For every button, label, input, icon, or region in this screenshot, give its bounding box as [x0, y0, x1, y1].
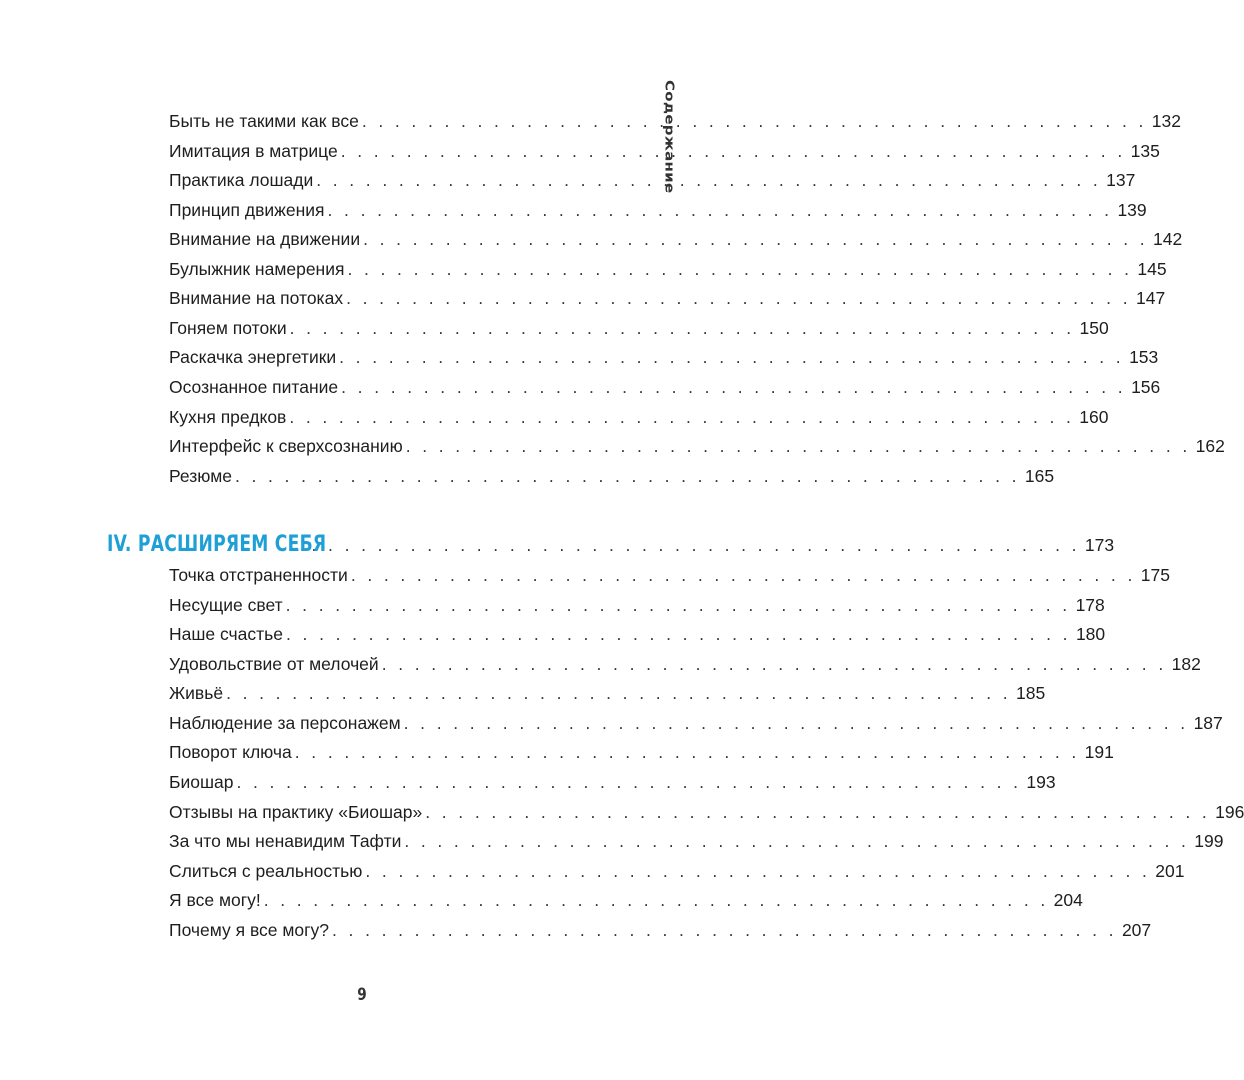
toc-entry-title: Почему я все могу?	[169, 920, 330, 940]
toc-entry-title: Раскачка энергетики	[169, 347, 337, 367]
section-page: 173	[1084, 535, 1115, 555]
toc-entry[interactable]	[169, 590, 1105, 620]
toc-entry-page: 150	[1079, 318, 1109, 338]
toc-entry-page: 137	[1106, 170, 1136, 190]
toc-entry-page: 165	[1024, 466, 1055, 486]
toc-entry[interactable]	[169, 826, 1224, 856]
dot-leader: . . . . . . . . . . . . . . . . . . . . . . . . . . . . . . . . . . . . . . . . . . . . . . . .	[381, 654, 1167, 674]
toc-entry-page: 139	[1117, 200, 1147, 220]
toc-entry[interactable]	[169, 767, 1056, 797]
toc-entry-title: Кухня предков	[169, 407, 287, 427]
toc-entry-page: 175	[1140, 565, 1170, 585]
toc-entry-page: 178	[1075, 595, 1105, 615]
toc-entry[interactable]	[169, 106, 1181, 136]
dot-leader: . . . . . . . . . . . . . . . . . . . . . . . . . . . . . . . . . . . . . . . . . . . . . . . .	[350, 565, 1136, 585]
toc-entry-title: Биошар	[169, 772, 234, 792]
dot-leader: . . . . . . . . . . . . . . . . . . . . . . . . . . . . . . . . . . . . . . . . . . . . . . . .	[226, 683, 1011, 703]
toc-entry-title: Осознанное питание	[169, 377, 339, 397]
dot-leader: . . . . . . . . . . . . . . . . . . . . . . . . . . . . . . . . . . . . . . . . . . . . . . . .	[365, 861, 1151, 881]
toc-entry-page: 201	[1155, 861, 1185, 881]
dot-leader: . . . . . . . . . . . . . . . . . . . . . . . . . . . . . . . . . . . . . . . . . . . . . . . .	[285, 595, 1071, 615]
toc-entry[interactable]	[169, 402, 1109, 432]
toc-entry[interactable]	[169, 136, 1160, 166]
toc-entry-title: Принцип движения	[169, 200, 325, 220]
dot-leader: . . . . . . . . . . . . . . . . . . . . . . . . . . . . . . . . . . . . . . . . . . . . . . . .	[346, 288, 1131, 308]
toc-entry[interactable]	[169, 372, 1161, 402]
dot-leader: . . . . . . . . . . . . . . . . . . . . . . . . . . . . . . . . . . . . . . . . . . . . . . . .	[295, 535, 1080, 555]
dot-leader: . . . . . . . . . . . . . . . . . . . . . . . . . . . . . . . . . . . . . . . . . . . . . . . .	[316, 170, 1102, 190]
dot-leader: . . . . . . . . . . . . . . . . . . . . . . . . . . . . . . . . . . . . . . . . . . . . . . . .	[404, 831, 1190, 851]
dot-leader: . . . . . . . . . . . . . . . . . . . . . . . . . . . . . . . . . . . . . . . . . . . . . . . .	[234, 466, 1020, 486]
toc-entry[interactable]	[169, 619, 1106, 649]
toc-entry-title: Несущие свет	[169, 595, 283, 615]
toc-entry-title: Имитация в матрице	[169, 141, 338, 161]
dot-leader: . . . . . . . . . . . . . . . . . . . . . . . . . . . . . . . . . . . . . . . . . . . . . . . .	[403, 713, 1189, 733]
toc-entry-title: Слиться с реальностью	[169, 861, 363, 881]
toc-entry[interactable]	[169, 254, 1167, 284]
toc-entry-page: 187	[1193, 713, 1223, 733]
section-title: IV. РАСШИРЯЕМ СЕБЯ	[107, 532, 327, 557]
toc-section-heading[interactable]	[107, 530, 1115, 560]
toc-entry[interactable]	[169, 678, 1046, 708]
toc-entry[interactable]	[169, 165, 1136, 195]
dot-leader: . . . . . . . . . . . . . . . . . . . . . . . . . . . . . . . . . . . . . . . . . . . . . . . .	[341, 377, 1127, 397]
toc-entry[interactable]	[169, 461, 1055, 491]
toc-entry-page: 182	[1171, 654, 1201, 674]
toc-entry-page: 199	[1194, 831, 1224, 851]
dot-leader: . . . . . . . . . . . . . . . . . . . . . . . . . . . . . . . . . . . . . . . . . . . . . . . .	[236, 772, 1022, 792]
toc-entry[interactable]	[169, 313, 1109, 343]
toc-entry[interactable]	[169, 885, 1083, 915]
dot-leader: . . . . . . . . . . . . . . . . . . . . . . . . . . . . . . . . . . . . . . . . . . . . . . . .	[327, 200, 1113, 220]
toc-entry-page: 156	[1131, 377, 1161, 397]
toc-entry[interactable]	[169, 915, 1152, 945]
toc-entry-page: 180	[1075, 624, 1106, 644]
dot-leader: . . . . . . . . . . . . . . . . . . . . . . . . . . . . . . . . . . . . . . . . . . . . . . . .	[332, 920, 1117, 940]
dot-leader: . . . . . . . . . . . . . . . . . . . . . . . . . . . . . . . . . . . . . . . . . . . . . . . .	[339, 347, 1125, 367]
toc-entry-title: Булыжник намерения	[169, 259, 345, 279]
toc-entry-page: 193	[1026, 772, 1056, 792]
toc-entry-page: 162	[1195, 436, 1225, 456]
toc-entry-page: 196	[1215, 802, 1244, 822]
toc-entry-title: Наше счастье	[169, 624, 284, 644]
toc-entry[interactable]	[169, 283, 1166, 313]
dot-leader: . . . . . . . . . . . . . . . . . . . . . . . . . . . . . . . . . . . . . . . . . . . . . . . .	[405, 436, 1191, 456]
dot-leader: . . . . . . . . . . . . . . . . . . . . . . . . . . . . . . . . . . . . . . . . . . . . . . . .	[286, 624, 1071, 644]
toc-entry-title: Быть не такими как все	[169, 111, 359, 131]
toc-entry-title: Поворот ключа	[169, 742, 292, 762]
toc-entry-title: Живьё	[169, 683, 224, 703]
running-header: Содержание	[662, 80, 677, 194]
toc-entry-page: 132	[1151, 111, 1181, 131]
toc-entry[interactable]	[169, 708, 1223, 738]
toc-entry-page: 207	[1121, 920, 1152, 940]
dot-leader: . . . . . . . . . . . . . . . . . . . . . . . . . . . . . . . . . . . . . . . . . . . . . . . .	[361, 111, 1147, 131]
toc-entry-title: Я все могу!	[169, 890, 261, 910]
toc-entry[interactable]	[169, 560, 1170, 590]
dot-leader: . . . . . . . . . . . . . . . . . . . . . . . . . . . . . . . . . . . . . . . . . . . . . . . .	[294, 742, 1080, 762]
dot-leader: . . . . . . . . . . . . . . . . . . . . . . . . . . . . . . . . . . . . . . . . . . . . . . . .	[289, 318, 1075, 338]
toc-entry-page: 153	[1129, 347, 1159, 367]
toc-entry-page: 145	[1137, 259, 1167, 279]
dot-leader: . . . . . . . . . . . . . . . . . . . . . . . . . . . . . . . . . . . . . . . . . . . . . . . .	[289, 407, 1075, 427]
dot-leader: . . . . . . . . . . . . . . . . . . . . . . . . . . . . . . . . . . . . . . . . . . . . . . . .	[347, 259, 1133, 279]
toc-entry-title: Интерфейс к сверхсознанию	[169, 436, 403, 456]
toc-entry[interactable]	[169, 224, 1183, 254]
toc-entry-page: 185	[1016, 683, 1046, 703]
toc-entry-title: Наблюдение за персонажем	[169, 713, 401, 733]
toc-entry[interactable]	[169, 649, 1201, 679]
dot-leader: . . . . . . . . . . . . . . . . . . . . . . . . . . . . . . . . . . . . . . . . . . . . . . . .	[340, 141, 1126, 161]
toc-entry-title: Точка отстраненности	[169, 565, 348, 585]
dot-leader: . . . . . . . . . . . . . . . . . . . . . . . . . . . . . . . . . . . . . . . . . . . . . . . .	[363, 229, 1149, 249]
toc-entry-page: 204	[1053, 890, 1083, 910]
dot-leader: . . . . . . . . . . . . . . . . . . . . . . . . . . . . . . . . . . . . . . . . . . . . . . . .	[425, 802, 1211, 822]
toc-entry-title: Отзывы на практику «Биошар»	[169, 802, 423, 822]
toc-entry-page: 142	[1153, 229, 1183, 249]
dot-leader: . . . . . . . . . . . . . . . . . . . . . . . . . . . . . . . . . . . . . . . . . . . . . . . .	[263, 890, 1049, 910]
toc-entry-page: 135	[1130, 141, 1160, 161]
toc-entry-page: 191	[1084, 742, 1114, 762]
toc-entry-title: Внимание на движении	[169, 229, 361, 249]
toc-entry[interactable]	[169, 737, 1114, 767]
toc-entry-page: 147	[1135, 288, 1166, 308]
toc-entry-title: Удовольствие от мелочей	[169, 654, 379, 674]
toc-entry-title: Практика лошади	[169, 170, 314, 190]
toc-entry[interactable]	[169, 431, 1225, 461]
toc-entry[interactable]	[169, 195, 1147, 225]
toc-entry[interactable]	[169, 856, 1185, 886]
toc-entry-page: 160	[1079, 407, 1109, 427]
page-number: 9	[357, 985, 367, 1005]
toc-entry[interactable]	[169, 342, 1159, 372]
toc-entry-title: Гоняем потоки	[169, 318, 287, 338]
toc-entry-title: Внимание на потоках	[169, 288, 344, 308]
toc-entry[interactable]	[169, 797, 1244, 827]
toc-entry-title: Резюме	[169, 466, 232, 486]
toc-entry-title: За что мы ненавидим Тафти	[169, 831, 402, 851]
